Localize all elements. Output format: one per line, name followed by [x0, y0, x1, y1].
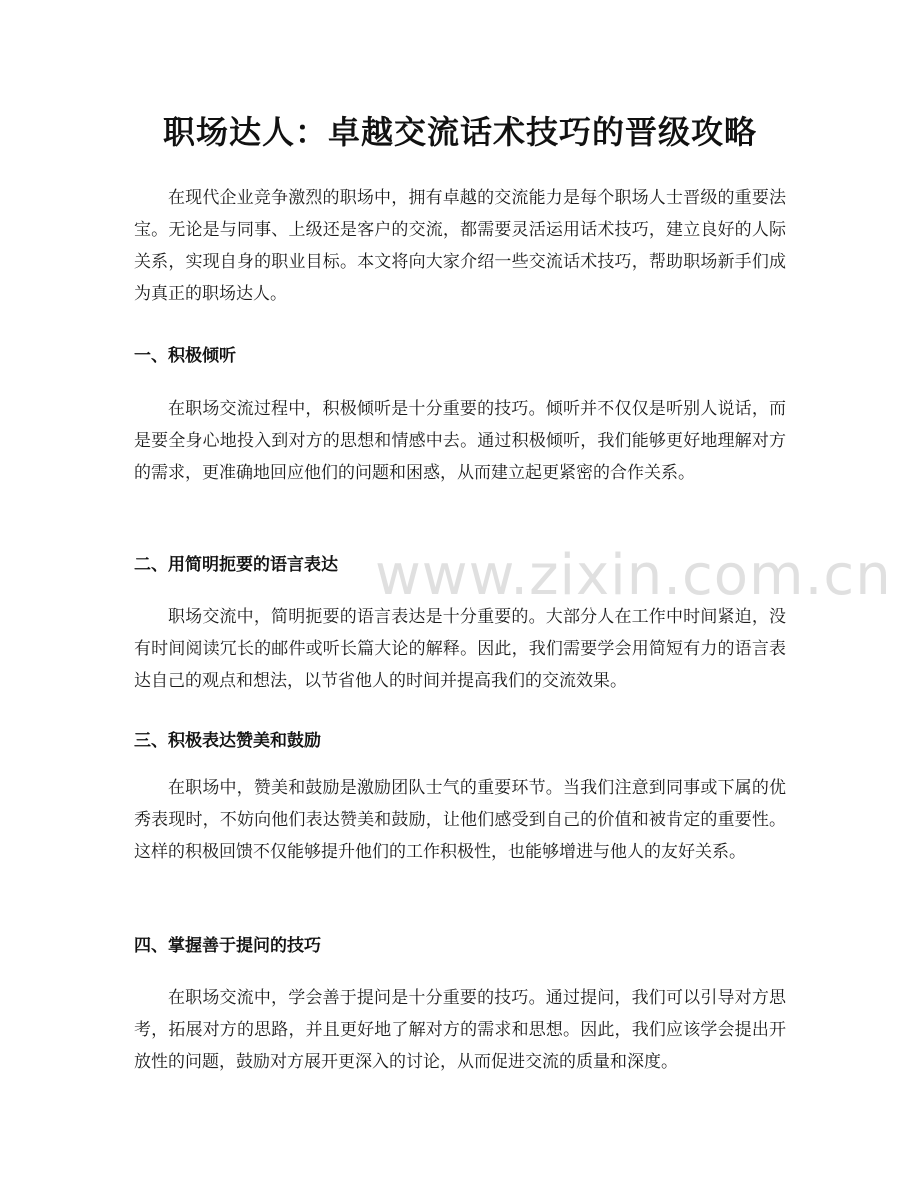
- page-title: 职场达人：卓越交流话术技巧的晋级攻略: [162, 113, 757, 151]
- section-heading-1: 一、积极倾听: [134, 346, 236, 366]
- intro-paragraph: 在现代企业竞争激烈的职场中，拥有卓越的交流能力是每个职场人士晋级的重要法宝。无论是与同事、上级还是客户的交流，都需要灵活运用话术技巧，建立良好的人际关系，实现自身的职业目标。本文将向大家介绍一些交流话术技巧，帮助职场新手们成为真正的职场达人。: [134, 188, 786, 304]
- section-heading-3: 三、积极表达赞美和鼓励: [134, 731, 321, 751]
- watermark: www.zixin.com.cn: [375, 543, 892, 608]
- section-body-4: 在职场交流中，学会善于提问是十分重要的技巧。通过提问，我们可以引导对方思考，拓展对方的思路，并且更好地了解对方的需求和思想。因此，我们应该学会提出开放性的问题，鼓励对方展开更深入的讨论，从而促进交流的质量和深度。: [134, 988, 786, 1072]
- section-body-3: 在职场中，赞美和鼓励是激励团队士气的重要环节。当我们注意到同事或下属的优秀表现时，不妨向他们表达赞美和鼓励，让他们感受到自己的价值和被肯定的重要性。这样的积极回馈不仅能够提升他们的工作积极性，也能够增进与他人的友好关系。: [134, 778, 786, 862]
- section-body-1: 在职场交流过程中，积极倾听是十分重要的技巧。倾听并不仅仅是听别人说话，而是要全身心地投入到对方的思想和情感中去。通过积极倾听，我们能够更好地理解对方的需求，更准确地回应他们的问题和困惑，从而建立起更紧密的合作关系。: [134, 399, 786, 483]
- section-heading-4: 四、掌握善于提问的技巧: [134, 936, 321, 956]
- section-body-2: 职场交流中，简明扼要的语言表达是十分重要的。大部分人在工作中时间紧迫，没有时间阅读冗长的邮件或听长篇大论的解释。因此，我们需要学会用简短有力的语言表达自己的观点和想法，以节省他人的时间并提高我们的交流效果。: [134, 607, 786, 691]
- section-heading-2: 二、用简明扼要的语言表达: [134, 555, 338, 575]
